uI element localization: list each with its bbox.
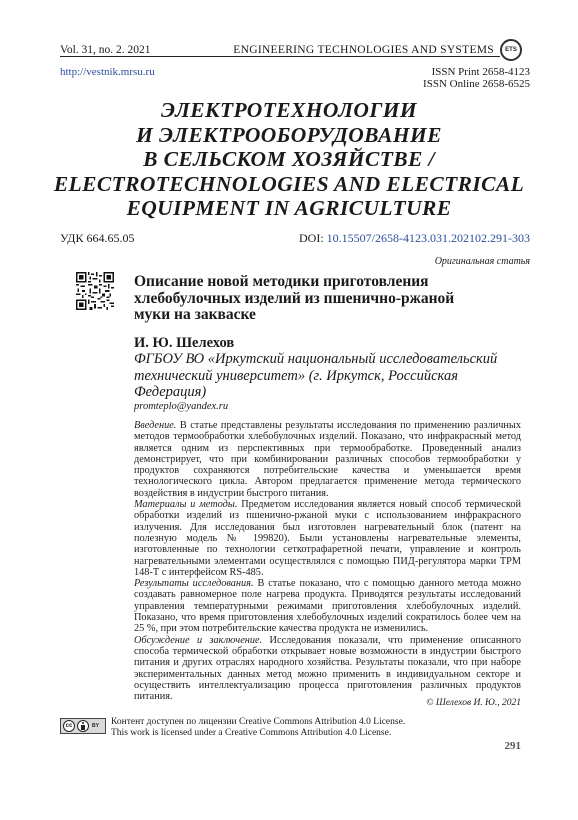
journal-logo-text: ETS <box>505 47 517 53</box>
license-en: This work is licensed under a Creative Commons Attribution 4.0 License. <box>111 727 392 738</box>
cc-icon: cc <box>63 720 75 732</box>
abstract-text: В статье показано, что с помощью данного метода можно создавать равномерное поле нагрева продукта. Приводятся результаты исследований управления температурными режимами приготовления хлебобулочных изделий. Показано, что время приготовления хлебобулочных изделий сократилось более чем на 25 %, при этом потребительские качества продукта не изменились. <box>134 578 521 635</box>
copyright: © Шелехов И. Ю., 2021 <box>426 698 521 708</box>
article-title <box>134 274 514 324</box>
issn-print: ISSN Print 2658-4123 <box>431 66 530 78</box>
abstract-lead: Обсуждение и заключение. <box>134 634 263 646</box>
doi-prefix: DOI: <box>299 231 327 245</box>
author-email-link[interactable]: promteplo@yandex.ru <box>134 401 229 412</box>
author-name: И. Ю. Шелехов <box>134 335 235 351</box>
article-title-line: Описание новой методики приготовления <box>134 273 429 290</box>
volume-info: Vol. 31, no. 2. 2021 <box>60 44 151 56</box>
abstract-text: Предметом исследования является новый способ термической обработки изделий из пшенично-ржаной муки с использованием инфракрасного излучения. Для исследования был изготовлен нагревательный блок (патент на полезную модель № 199820). Были установлены нагревательные элементы, изготовленные по технологии сеткотрафаретной печати, управление и контроль нагревательными элементами осуществлялся с помощью ПИД-регулятора марки ТРМ 148-Т с интерфейсом RS-485. <box>134 499 521 578</box>
affiliation-line: ФГБОУ ВО «Иркутский национальный исследовательский <box>134 351 498 367</box>
section-title-line: ЭЛЕКТРОТЕХНОЛОГИИ <box>161 98 417 122</box>
abstract-paragraph <box>134 635 521 703</box>
abstract-paragraph <box>134 499 521 578</box>
article-title-line: муки на закваске <box>134 306 256 323</box>
abstract-lead: Введение. <box>134 420 177 431</box>
author-affiliation <box>134 351 514 401</box>
header-rule <box>60 56 500 57</box>
issn-block <box>423 66 530 90</box>
doi-link[interactable]: 10.15507/2658-4123.031.202102.291-303 <box>326 231 530 245</box>
section-title-line: EQUIPMENT IN AGRICULTURE <box>126 196 452 220</box>
abstract-lead: Результаты исследования. <box>134 578 254 590</box>
abstract-paragraph <box>134 420 521 499</box>
abstract-lead: Материалы и методы. <box>134 499 238 511</box>
affiliation-line: Федерация) <box>134 384 207 400</box>
by-label: BY <box>92 723 99 729</box>
cc-by-license-icon[interactable] <box>60 718 106 734</box>
issn-online: ISSN Online 2658-6525 <box>423 78 530 90</box>
article-type: Оригинальная статья <box>434 256 530 267</box>
doi <box>299 231 530 246</box>
qr-code-icon <box>76 272 114 310</box>
section-title-line: В СЕЛЬСКОМ ХОЗЯЙСТВЕ / <box>143 147 435 171</box>
affiliation-line: технический университет» (г. Иркутск, Российская <box>134 367 458 384</box>
abstract-text: В статье представлены результаты исследования по применению различных методов термообработки хлебобулочных изделий. Показано, что инфракрасный метод является одним из перспективных при термообработке. Проведенный анализ демонстрирует, что при комбинировании различных способов термообработки у продуктов сохраняются потребительские качества и уменьшается время технологического цикла. Автором предлагается применение метода термического воздействия в индустрии быстрого питания. <box>134 420 521 499</box>
section-title <box>40 98 538 221</box>
journal-name: ENGINEERING TECHNOLOGIES AND SYSTEMS <box>233 44 494 56</box>
license-ru: Контент доступен по лицензии Creative Commons Attribution 4.0 License. <box>111 717 406 727</box>
article-title-line: хлебобулочных изделий из пшенично-ржаной <box>134 289 455 307</box>
abstract <box>134 420 521 702</box>
journal-url-link[interactable]: http://vestnik.mrsu.ru <box>60 66 155 78</box>
journal-logo-icon <box>500 39 522 61</box>
license-text <box>111 717 405 738</box>
page-number: 291 <box>504 740 521 752</box>
section-title-line: И ЭЛЕКТРООБОРУДОВАНИЕ <box>136 122 442 147</box>
abstract-paragraph <box>134 578 521 634</box>
person-icon <box>77 720 89 732</box>
abstract-text: Исследования показали, что применение описанного способа термической обработки открывает новые возможности в индустрии быстрого питания и других отраслях народного хозяйства. Результаты показали, что при наборе экспериментальных данных метод можно применить в индивидуальном секторе и осуществить интеллектуализацию процесса приготовления различных продуктов питания. <box>134 634 521 703</box>
section-title-line: ELECTROTECHNOLOGIES AND ELECTRICAL <box>53 171 525 196</box>
udk-code: УДК 664.65.05 <box>60 231 135 245</box>
